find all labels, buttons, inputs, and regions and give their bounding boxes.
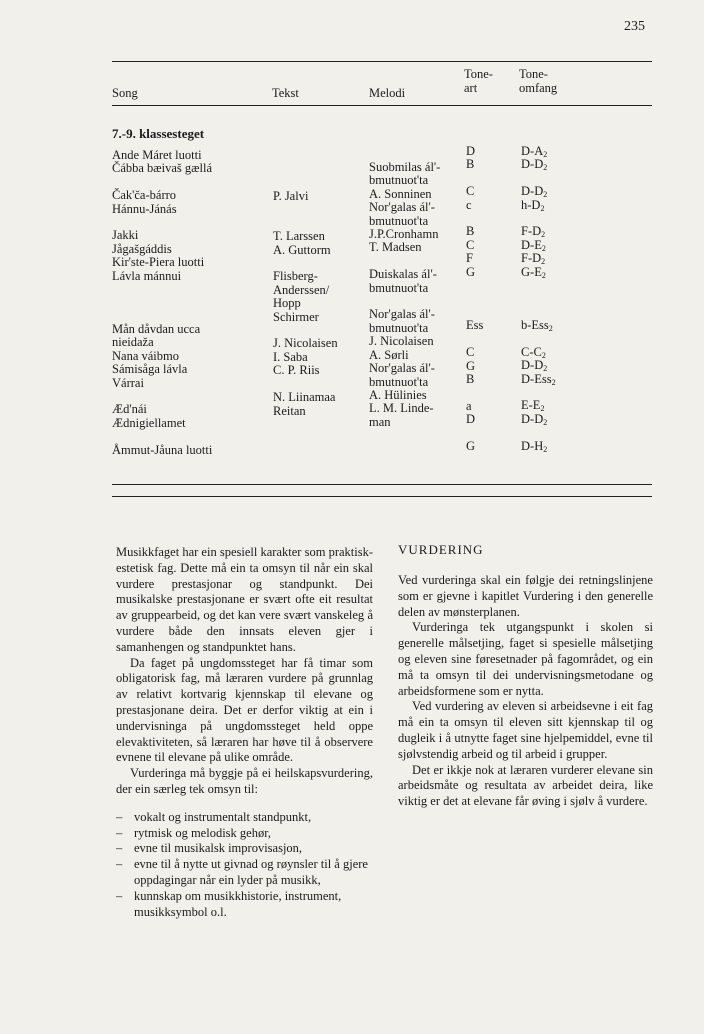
tone-range: $E-E_2$ — [521, 398, 545, 414]
tone-range: $D-D_2$ — [521, 358, 548, 374]
tone-range: $G-E_2$ — [521, 264, 546, 280]
list-item: – rytmisk og melodisk gehør, — [116, 825, 271, 840]
table-bottom-rule-2 — [112, 496, 652, 497]
tone-range: $D-D_2$ — [521, 157, 548, 173]
melodi-column: Suobmilas ál'- bmutnuot'ta A. Sonninen Nor'galas ál'- bmutnuot'ta J.P.Cronhamn T. Madsen Duiskalas ál'- bmutnuot'ta Nor'galas ál'- bmutnuot'ta J. Nicolaisen A. Sørli Nor'galas ál'- bmutnuot'ta A. Hülinies L. M. Linde- man — [369, 160, 441, 429]
header-toneart: Tone- art — [464, 67, 493, 95]
list-item: – vokalt og instrumentalt standpunkt, — [116, 809, 312, 824]
tone-range — [521, 279, 556, 292]
song-column-a: Ande Máret luotti Čábba bæivaš gællá Čak'ča-bárro Hánnu-Jánás Jakki Jågašgáddis Kir'ste-Piera luotti Lávla mánnui — [112, 148, 212, 283]
list-item: – evne til musikalsk improvisasjon, — [116, 841, 303, 856]
right-paragraph-4: Det er ikkje nok at læraren vurderer elevane sin arbeidsmåte og resultata av arbeidet deira, like viktig er det at elevane får øving i sjølv å vurdere. — [398, 762, 653, 809]
tone-range: $D-A_2$ — [521, 144, 548, 159]
tone-range: b-Ess$_2$ — [521, 318, 553, 334]
header-tekst: Tekst — [272, 86, 299, 100]
tone-range: $C-C_2$ — [521, 344, 546, 360]
toneart-column: D B C c B C F G Ess C G B a D G — [466, 144, 484, 453]
table-bottom-rule — [112, 484, 652, 485]
tone-range — [521, 426, 556, 439]
right-paragraph-2: Vurderinga tek utgangspunkt i skolen si generelle målsetjing, faget si spesielle målsetjing og eleven sine føresetnader på fagområdet, og ein må ta omsyn til dei undervisningsmetodane og arbeidsformene som er nytta. — [398, 620, 653, 698]
list-item: – evne til å nytte ut givnad og røynsler til å gjere oppdagingar når ein lyder på musikk, — [116, 857, 368, 887]
tone-range — [521, 332, 556, 345]
tekst-column: P. Jalvi T. Larssen A. Guttorm Flisberg- Anderssen/ Hopp Schirmer J. Nicolaisen I. Saba C. P. Riis N. Liinamaa Reitan — [273, 189, 338, 418]
left-paragraph-3: Vurderinga må byggje på ei heilskapsvurdering, der ein særleg tek omsyn til: — [116, 766, 373, 796]
song-column-b: Mån dåvdan ucca nieidaža Nana váibmo Sámisåga lávla Várrai Æd'nái Ædnigiellamet Åmmut-Jåuna luotti — [112, 322, 213, 457]
tone-range — [521, 212, 556, 225]
section-heading: VURDERING — [398, 542, 484, 557]
right-column — [398, 573, 653, 810]
tone-range: $F-D_2$ — [521, 251, 546, 267]
tone-range — [521, 386, 556, 399]
tone-range: $D-E_2$ — [521, 237, 546, 253]
tone-range: $D-D_2$ — [521, 184, 548, 200]
tone-range: $F-D_2$ — [521, 224, 546, 240]
section-title: 7.-9. klassesteget — [112, 126, 205, 141]
left-paragraph-1: Musikkfaget har ein spesiell karakter som praktisk-estetisk fag. Dette må ein ta omsyn til når ein skal vurdere prestasjonar og standpunkt. Dei musikalske prestasjonane er svært ofte eit resultat av gruppearbeid, og det kan vere svært vanskeleg å vurdere både den innsats eleven gjer i samanhengen og standpunktet hans. — [116, 545, 373, 654]
table-top-rule — [112, 61, 652, 62]
table-header-rule — [112, 105, 652, 106]
tone-range: $h-D_2$ — [521, 197, 545, 213]
tone-range: $D-D_2$ — [521, 411, 548, 427]
toneomfang-column — [521, 145, 556, 453]
criteria-list — [116, 810, 373, 921]
right-paragraph-1: Ved vurderinga skal ein følgje dei retningslinjene som er gjevne i kapitlet Vurdering i den generelle delen av mønsterplanen. — [398, 573, 653, 619]
left-paragraph-2: Da faget på ungdomssteget har få timar som obligatorisk fag, må læraren vurdere på grunnlag av relativt kortvarig kjennskap til elevane og prestasjonane deira. Det er derfor viktig at ein i undervisninga på ungdomssteget held oppe elevaktiviteten, så læraren har høve til å observere evnene til elevane på ulike område. — [116, 655, 373, 765]
list-item: – kunnskap om musikkhistorie, instrument, musikksymbol o.l. — [116, 888, 342, 919]
tone-range: $D-H_2$ — [521, 438, 548, 454]
tone-range — [521, 306, 556, 319]
tone-range — [521, 172, 556, 185]
page-number: 235 — [624, 19, 645, 34]
table-header — [112, 64, 652, 104]
header-melodi: Melodi — [369, 86, 406, 100]
tone-range: D-Ess$_2$ — [521, 371, 556, 387]
header-song: Song — [112, 86, 138, 100]
right-paragraph-3: Ved vurdering av eleven si arbeidsevne i eit fag må ein ta omsyn til eleven sitt kjennskap til og dugleik i å utnytte faget sine hjelpemiddel, evne til sjølvstendig arbeid og til arbeid i grupper. — [398, 699, 653, 761]
header-toneomfang: Tone- omfang — [519, 67, 558, 95]
left-column — [116, 545, 373, 920]
tone-range — [521, 292, 556, 305]
